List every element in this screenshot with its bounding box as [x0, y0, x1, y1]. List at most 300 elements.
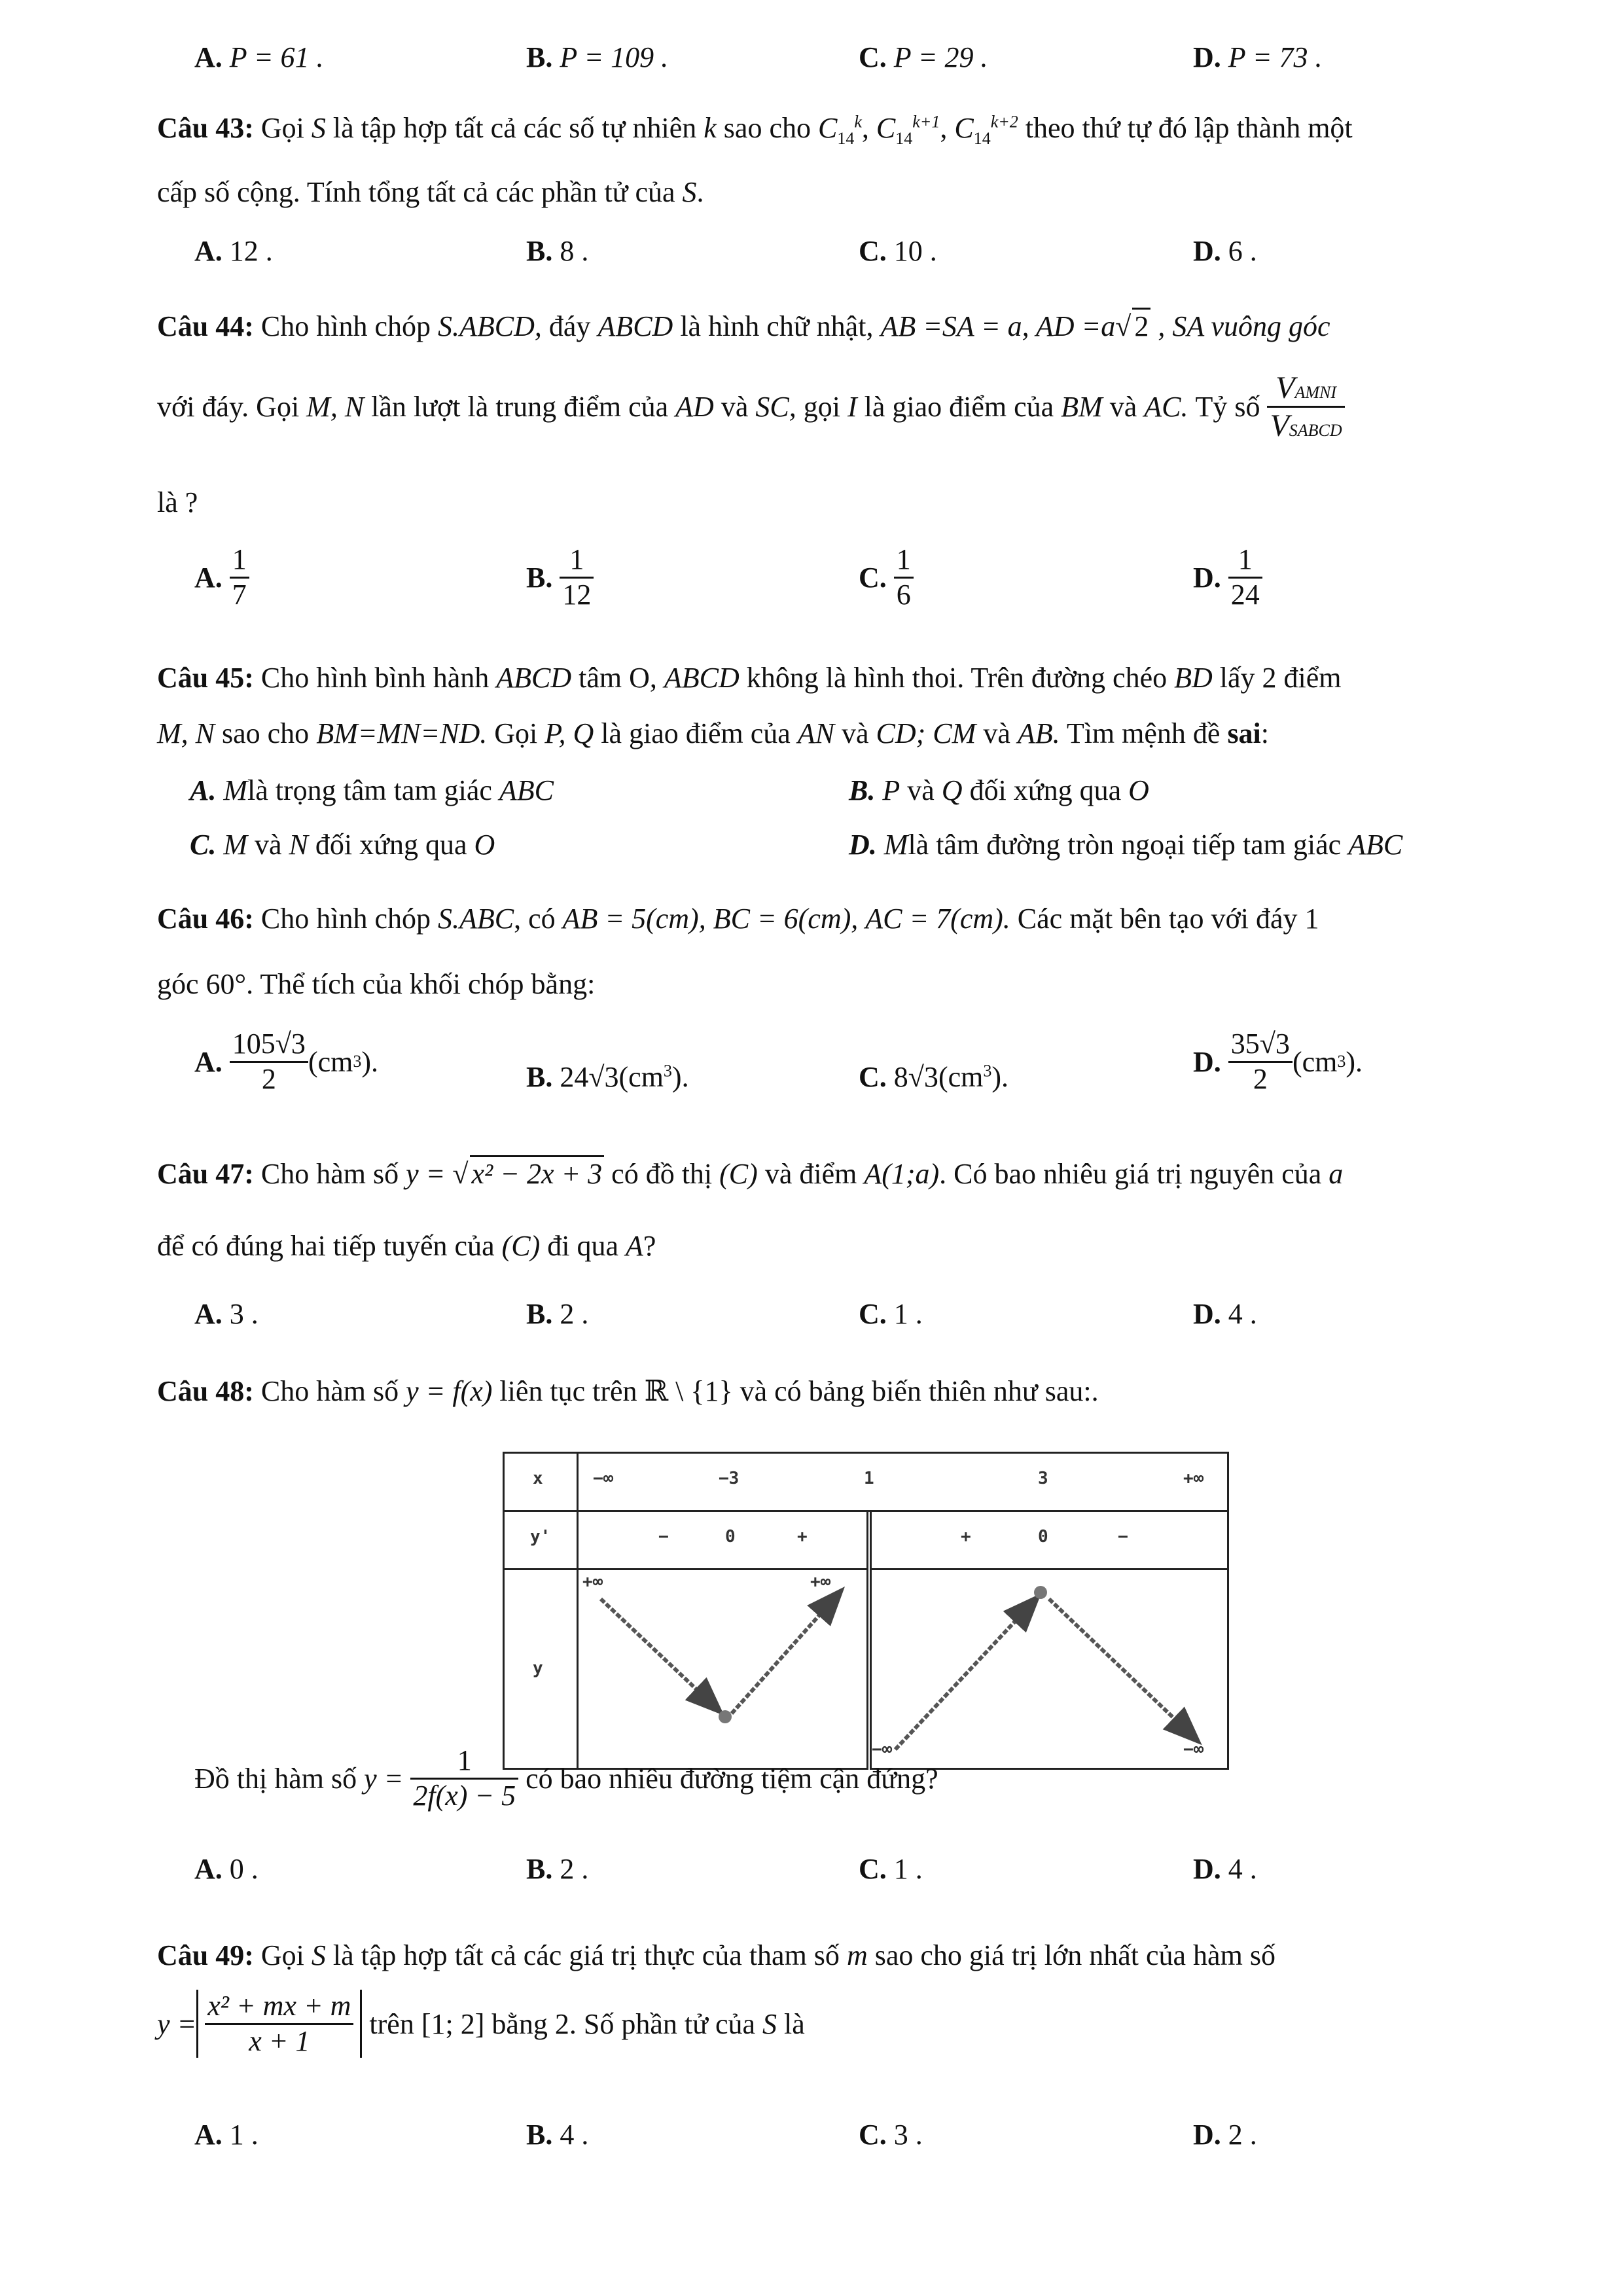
text: BM	[1061, 391, 1103, 423]
q44-option-b	[526, 543, 594, 611]
text: Cho hình chóp	[260, 903, 431, 935]
x-value: 1	[864, 1469, 874, 1488]
text: y = f(x)	[406, 1375, 493, 1407]
option-text: 0 .	[229, 1853, 259, 1885]
text: ,	[861, 112, 869, 144]
fraction	[230, 1028, 308, 1096]
q46-option-c	[859, 1060, 1008, 1094]
option-label: B.	[526, 561, 553, 594]
option-label: A.	[194, 561, 223, 594]
text: BD	[1174, 662, 1213, 694]
text: sai	[1227, 717, 1261, 749]
q49-line-2	[157, 1990, 805, 2058]
text: Tỷ số	[1195, 391, 1260, 423]
q49-option-c	[859, 2118, 923, 2151]
combination: C	[954, 112, 974, 144]
option-label: B.	[526, 41, 553, 73]
text: Tìm mệnh đề	[1066, 717, 1221, 749]
dy-zero: 0	[725, 1527, 736, 1547]
text: liên tục trên	[499, 1375, 637, 1407]
text: ,	[940, 112, 948, 144]
option-label: A.	[194, 1298, 223, 1330]
q48-option-b	[526, 1852, 588, 1886]
text: AN	[797, 717, 834, 749]
absolute-value	[196, 1990, 362, 2058]
q47-option-d	[1193, 1297, 1257, 1331]
q44-option-d	[1193, 543, 1262, 611]
combination: C	[817, 112, 838, 144]
text: Gọi	[260, 112, 304, 144]
option-label: A.	[194, 1045, 223, 1078]
text: M	[883, 829, 908, 861]
text: là	[784, 2007, 805, 2040]
text: 14	[837, 128, 855, 148]
text: đi qua	[547, 1230, 619, 1262]
option-label: C.	[859, 235, 887, 267]
dy-sign: −	[1118, 1527, 1128, 1547]
x-value: +∞	[1183, 1469, 1204, 1488]
text: Các mặt bên tạo với đáy 1	[1017, 903, 1319, 935]
text: M, N	[306, 391, 365, 423]
text: (cm	[1292, 1045, 1338, 1078]
option-text: 1 .	[893, 1853, 923, 1885]
text: V	[1270, 408, 1289, 444]
option-label: C.	[859, 1298, 887, 1330]
text: V	[1275, 370, 1295, 405]
q43-option-c	[859, 234, 937, 268]
text: O	[1128, 774, 1149, 806]
text: k+2	[990, 112, 1018, 132]
text: a	[1329, 1158, 1344, 1190]
text: P	[882, 774, 901, 806]
text: có đồ thị	[611, 1158, 713, 1190]
x-value: −3	[719, 1469, 740, 1488]
text: Cho hàm số	[260, 1375, 399, 1407]
text: Cho hình bình hành	[260, 662, 490, 694]
text: 24	[1228, 577, 1262, 612]
option-label: D.	[1193, 1298, 1221, 1330]
text: . Có bao nhiêu giá trị nguyên của	[939, 1158, 1322, 1190]
text: 3	[663, 1061, 672, 1081]
row-label-x: x	[533, 1469, 543, 1488]
text: 3	[983, 1061, 992, 1081]
text: 1	[410, 1744, 518, 1780]
text: tâm O,	[579, 662, 657, 694]
text: Gọi	[260, 1939, 304, 1971]
text: là tập hợp tất cả các giá trị thực của tham số	[332, 1939, 840, 1971]
text: lấy 2 điểm	[1219, 662, 1342, 694]
question-label: Câu 46:	[157, 903, 254, 935]
option-text: 8 .	[560, 235, 589, 267]
q45-line-2	[157, 717, 1269, 750]
text: 35√3	[1228, 1028, 1293, 1063]
text: ).	[1346, 1045, 1363, 1078]
option-label: B.	[526, 235, 553, 267]
text: sao cho	[222, 717, 310, 749]
text: 2	[1132, 308, 1150, 343]
q48-option-c	[859, 1852, 923, 1886]
option-label: C.	[859, 1061, 887, 1093]
text: góc	[157, 968, 199, 1000]
text: , có	[514, 903, 556, 935]
option-label: D.	[1193, 41, 1221, 73]
text: 6	[894, 577, 914, 612]
option-label: C.	[859, 41, 887, 73]
text: theo thứ tự đó lập thành một	[1025, 112, 1353, 144]
q44-line-3	[157, 486, 198, 519]
text: x² + mx + m	[205, 1990, 353, 2025]
text: sao cho	[723, 112, 811, 144]
text: và	[907, 774, 935, 806]
decrease-arrow	[601, 1599, 719, 1710]
question-label: Câu 45:	[157, 662, 254, 694]
text: ).	[671, 1061, 689, 1093]
text: Cho hàm số	[260, 1158, 399, 1190]
question-label: Câu 47:	[157, 1158, 254, 1190]
text: là giao điểm của	[601, 717, 791, 749]
option-text: 4 .	[1228, 1298, 1257, 1330]
variation-arrows	[503, 1452, 1229, 1772]
fraction	[1228, 543, 1262, 611]
increase-arrow	[732, 1592, 840, 1713]
text: ABC	[1348, 829, 1403, 861]
fraction	[410, 1744, 518, 1812]
y-value: +∞	[810, 1572, 831, 1592]
y-value: +∞	[582, 1572, 603, 1592]
text: 2f(x) − 5	[413, 1779, 516, 1812]
text: có bao nhiêu đường tiệm cận đứng?	[526, 1762, 938, 1795]
q48-option-d	[1193, 1852, 1257, 1886]
text: (cm	[938, 1061, 984, 1093]
option-label: D.	[1193, 1853, 1221, 1885]
option-text: 10 .	[893, 235, 937, 267]
text: (cm	[618, 1061, 664, 1093]
option-text: 3 .	[893, 2119, 923, 2151]
text: AMNI	[1294, 383, 1336, 402]
text: ABC	[499, 774, 554, 806]
text: . Thể tích của khối chóp bằng:	[246, 968, 596, 1000]
question-label: Câu 43:	[157, 112, 254, 144]
text: lần lượt là trung điểm của	[371, 391, 669, 423]
text: Đồ thị hàm số	[194, 1762, 357, 1795]
q48-line-2	[194, 1744, 938, 1812]
option-text: 4 .	[560, 2119, 589, 2151]
q46-line-1	[157, 902, 1319, 935]
text: đối xứng qua	[315, 829, 467, 861]
option-label: A.	[194, 1853, 223, 1885]
text: S	[762, 2007, 777, 2040]
combination: C	[876, 112, 896, 144]
text: 14	[973, 128, 991, 148]
q45-option-d	[849, 828, 1402, 861]
text: là trọng tâm tam giác	[247, 774, 492, 806]
option-label: A.	[194, 235, 223, 267]
text: và	[842, 717, 869, 749]
option-label: B.	[526, 1298, 553, 1330]
text: ?	[643, 1230, 656, 1262]
text: 2	[261, 1062, 276, 1095]
text: ).	[361, 1045, 378, 1078]
text: I	[847, 391, 857, 423]
text: M	[223, 829, 248, 861]
text: SC,	[755, 391, 796, 423]
text: là tâm đường tròn ngoại tiếp tam giác	[908, 829, 1342, 861]
q42-option-d	[1193, 41, 1323, 74]
text: và điểm	[764, 1158, 857, 1190]
extremum-point	[719, 1710, 732, 1723]
fraction	[894, 543, 914, 611]
text: 8√3	[893, 1061, 938, 1093]
option-label: C.	[859, 561, 887, 594]
sqrt-sign: √	[1115, 310, 1132, 342]
text: không là hình thoi. Trên đường chéo	[746, 662, 1168, 694]
text: và	[983, 717, 1010, 749]
variation-table	[503, 1452, 1229, 1772]
q46-line-2	[157, 967, 595, 1001]
text: Cho hình chóp	[260, 310, 431, 342]
option-text: P = 61 .	[229, 41, 324, 73]
text: ABCD	[597, 310, 673, 342]
option-label: D.	[849, 829, 877, 861]
text: (C)	[501, 1230, 541, 1262]
text: k	[704, 112, 717, 144]
option-text: 1 .	[229, 2119, 259, 2151]
text: :	[1260, 717, 1270, 749]
text: (cm	[308, 1045, 353, 1078]
decrease-arrow	[1049, 1599, 1196, 1740]
option-label: D.	[1193, 1045, 1221, 1078]
extremum-point	[1034, 1586, 1047, 1599]
option-label: D.	[1193, 2119, 1221, 2151]
text: y =	[157, 2007, 197, 2040]
q47-option-a	[194, 1297, 259, 1331]
option-label: D.	[1193, 561, 1221, 594]
text: AC.	[1144, 391, 1188, 423]
option-text: 2 .	[560, 1298, 589, 1330]
option-text: 1 .	[893, 1298, 923, 1330]
text: 24√3	[560, 1061, 619, 1093]
text: Q	[941, 774, 963, 806]
increase-arrow	[895, 1599, 1036, 1749]
text: . Số phần tử của	[569, 2007, 756, 2040]
text: ABCD	[664, 662, 740, 694]
text: M, N	[157, 717, 215, 749]
dy-sign: +	[961, 1527, 971, 1547]
q45-option-b	[849, 774, 1149, 807]
option-text: 4 .	[1228, 1853, 1257, 1885]
text: 1	[232, 543, 247, 575]
q47-line-2	[157, 1229, 656, 1263]
text: P, Q	[544, 717, 594, 749]
q45-line-1	[157, 661, 1342, 694]
text: với đáy. Gọi	[157, 391, 300, 423]
option-label: B.	[526, 1061, 553, 1093]
text: là ?	[157, 486, 198, 518]
text: và có bảng biến thiên như sau:.	[740, 1375, 1099, 1407]
text: cấp số cộng. Tính tổng tất cả các phần tử của	[157, 176, 675, 208]
option-label: C.	[859, 1853, 887, 1885]
q48-option-a	[194, 1852, 259, 1886]
q42-option-a	[194, 41, 324, 74]
option-label: B.	[526, 1853, 553, 1885]
text: và	[1109, 391, 1137, 423]
text: là hình chữ nhật,	[680, 310, 874, 342]
text: Gọi	[494, 717, 538, 749]
text: để có đúng hai tiếp tuyến của	[157, 1230, 495, 1262]
option-text: P = 109 .	[560, 41, 669, 73]
q45-option-c	[190, 828, 495, 861]
text: S	[311, 112, 326, 144]
text: y =	[406, 1158, 446, 1190]
text: (C)	[719, 1158, 758, 1190]
text: AB = 5(cm),	[562, 903, 706, 935]
text: 60°	[205, 968, 247, 1000]
text: AC = 7(cm).	[865, 903, 1010, 935]
text: x² − 2x + 3	[470, 1155, 605, 1191]
question-label: Câu 48:	[157, 1375, 254, 1407]
text: S.ABC	[438, 903, 514, 935]
option-label: D.	[1193, 235, 1221, 267]
option-text: 2 .	[1228, 2119, 1257, 2151]
q46-option-a: A. $\frac{105√3}{2}$ (cm 3 ).	[194, 1028, 378, 1095]
text: là tập hợp tất cả các số tự nhiên	[332, 112, 697, 144]
fraction	[230, 543, 249, 611]
text: m	[846, 1939, 868, 1971]
x-value: −∞	[593, 1469, 614, 1488]
q43-option-b	[526, 234, 588, 268]
fraction	[560, 543, 594, 611]
q42-option-b	[526, 41, 668, 74]
row-label-y: y	[533, 1659, 543, 1678]
q49-option-a	[194, 2118, 259, 2151]
option-label: C.	[190, 829, 217, 861]
q43-option-d	[1193, 234, 1257, 268]
q43-option-a	[194, 234, 273, 268]
volume-ratio	[1267, 370, 1344, 444]
option-text: 6 .	[1228, 235, 1257, 267]
text: .	[696, 176, 704, 208]
text: , SA vuông góc	[1158, 310, 1330, 342]
text: ABCD	[496, 662, 572, 694]
dy-sign: +	[797, 1527, 808, 1547]
question-label: Câu 49:	[157, 1939, 254, 1971]
text: đáy	[548, 310, 591, 342]
q44-line-1	[157, 308, 1330, 343]
q44-line-2	[157, 370, 1345, 444]
text: k+1	[912, 112, 940, 132]
q44-option-c	[859, 543, 914, 611]
text: và	[255, 829, 282, 861]
option-text: 12 .	[229, 235, 273, 267]
text: bằng	[491, 2007, 548, 2040]
text: S.ABCD,	[438, 310, 542, 342]
text: đối xứng qua	[969, 774, 1122, 806]
option-label: A.	[194, 2119, 223, 2151]
option-text: 3 .	[229, 1298, 259, 1330]
text: A(1;a)	[864, 1158, 940, 1190]
text: 1	[896, 543, 911, 575]
text: A	[626, 1230, 643, 1262]
row-label-dy: y'	[530, 1527, 551, 1547]
text: 1	[569, 543, 584, 575]
text: 105√3	[230, 1028, 308, 1063]
q48-line-1	[157, 1374, 1099, 1408]
option-label: B.	[526, 2119, 553, 2151]
text: S	[682, 176, 697, 208]
q46-option-d: D. $\frac{35√3}{2}$ (cm 3 ).	[1193, 1028, 1363, 1095]
q44-option-a	[194, 543, 249, 611]
q46-option-b	[526, 1060, 689, 1094]
sqrt-sign: √	[452, 1158, 469, 1190]
q42-option-c	[859, 41, 988, 74]
q47-option-b	[526, 1297, 588, 1331]
option-label: C.	[859, 2119, 887, 2151]
text: sao cho giá trị lớn nhất của hàm số	[874, 1939, 1275, 1971]
text: AB.	[1017, 717, 1060, 749]
text: CD; CM	[876, 717, 976, 749]
text: O	[474, 829, 495, 861]
text: SABCD	[1289, 421, 1342, 440]
text: 7	[230, 577, 249, 612]
text: 12	[560, 577, 594, 612]
option-text: 2 .	[560, 1853, 589, 1885]
text: 2	[1253, 1062, 1268, 1095]
text: ).	[991, 1061, 1008, 1093]
q47-option-c	[859, 1297, 923, 1331]
option-text: P = 73 .	[1228, 41, 1323, 73]
y-value: −∞	[872, 1740, 893, 1759]
text: trên	[369, 2007, 414, 2040]
dy-zero: 0	[1038, 1527, 1048, 1547]
fraction	[205, 1990, 353, 2058]
q43-line-2	[157, 175, 704, 209]
text: x + 1	[249, 2024, 310, 2057]
q47-line-1	[157, 1155, 1343, 1191]
dy-sign: −	[658, 1527, 669, 1547]
text: [1; 2]	[421, 2007, 485, 2040]
text: là giao điểm của	[864, 391, 1054, 423]
q49-option-b	[526, 2118, 588, 2151]
text: và	[721, 391, 749, 423]
q49-option-d	[1193, 2118, 1257, 2151]
text: k	[854, 112, 862, 132]
text: 2	[554, 2007, 569, 2040]
y-value: −∞	[1183, 1740, 1204, 1759]
option-label: B.	[849, 774, 876, 806]
q45-option-a	[190, 774, 554, 807]
text: 1	[1238, 543, 1253, 575]
option-label: A.	[194, 41, 223, 73]
text: BM=MN=ND.	[316, 717, 488, 749]
question-label: Câu 44:	[157, 310, 254, 342]
x-value: 3	[1038, 1469, 1048, 1488]
q49-line-1	[157, 1939, 1275, 1972]
fraction	[1228, 1028, 1293, 1096]
option-text: P = 29 .	[893, 41, 988, 73]
text: y =	[364, 1762, 404, 1795]
text: M	[223, 774, 248, 806]
text: 14	[895, 128, 913, 148]
option-label: A.	[190, 774, 217, 806]
text: N	[289, 829, 308, 861]
text: ℝ \ {1}	[644, 1375, 733, 1407]
text: AD	[675, 391, 714, 423]
text: S	[311, 1939, 326, 1971]
text: AB =SA = a, AD =a	[880, 310, 1116, 342]
text: gọi	[803, 391, 840, 423]
q43-line-1	[157, 111, 1353, 148]
text: BC = 6(cm),	[713, 903, 859, 935]
